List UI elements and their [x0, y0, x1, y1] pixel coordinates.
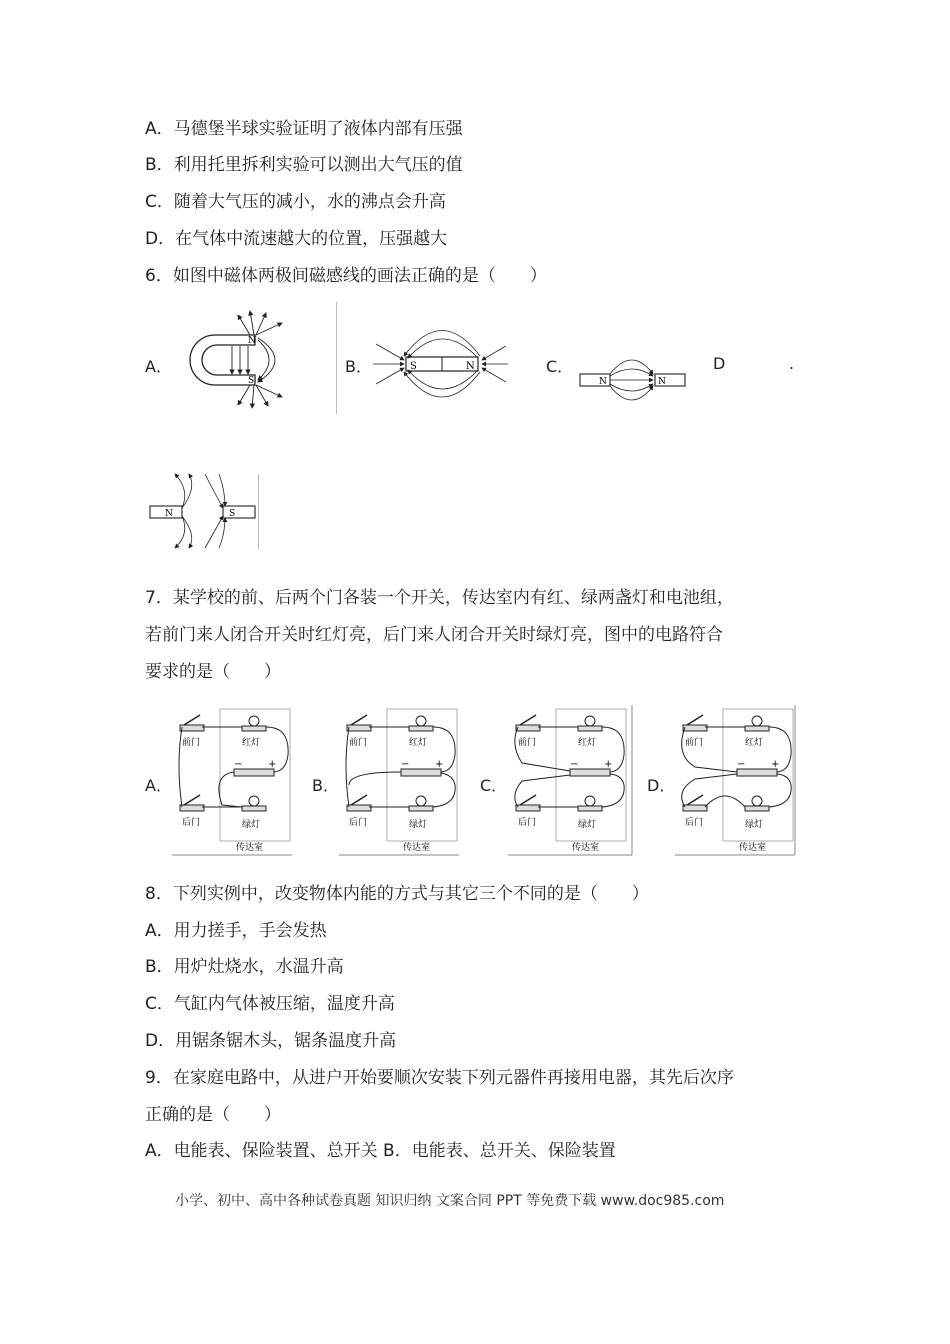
q7-stem-line-2: 若前门来人闭合开关时红灯亮，后门来人闭合开关时绿灯亮，图中的电路符合 [145, 625, 723, 645]
pole-s: S [229, 509, 236, 519]
battery-minus: − [234, 759, 243, 770]
footer-text: 小学、初中、高中各种试卷真题 知识归纳 文案合同 PPT 等免费下载 www.doc985.com [175, 1193, 725, 1209]
battery-minus: − [570, 759, 579, 770]
red-lamp-label: 红灯 [242, 738, 261, 748]
room-label: 传达室 [236, 843, 264, 853]
q6-figure-b [368, 310, 513, 410]
red-lamp-label: 红灯 [578, 738, 597, 748]
green-lamp-label: 绿灯 [242, 820, 261, 830]
room-label: 传达室 [403, 843, 431, 853]
battery-plus: + [268, 759, 277, 770]
q7-circuit-a [172, 705, 294, 857]
pole-n: N [599, 377, 607, 387]
q7-stem-line-1: 7．某学校的前、后两个门各装一个开关，传达室内有红、绿两盏灯和电池组， [145, 588, 734, 608]
q7-label-c: C． [480, 776, 508, 795]
q6-label-b: B． [345, 357, 372, 376]
back-door-label: 后门 [349, 818, 368, 828]
q8-option-b: B．用炉灶烧水，水温升高 [145, 957, 344, 977]
room-label: 传达室 [572, 843, 600, 853]
pole-s: S [248, 376, 255, 386]
pole-s: S [410, 361, 417, 372]
q6-stem: 6．如图中磁体两极间磁感线的画法正确的是（ ） [145, 266, 547, 286]
battery-minus: − [737, 759, 746, 770]
front-door-label: 前门 [685, 738, 704, 748]
q5-option-d: D．在气体中流速越大的位置，压强越大 [145, 229, 448, 249]
red-lamp-label: 红灯 [745, 738, 764, 748]
back-door-label: 后门 [182, 818, 201, 828]
q8-option-d: D．用锯条锯木头，锯条温度升高 [145, 1031, 397, 1051]
q6-label-d: D [713, 354, 726, 373]
pole-n: N [165, 509, 173, 519]
q7-stem-line-3: 要求的是（ ） [145, 662, 281, 682]
front-door-label: 前门 [518, 738, 537, 748]
q6-label-c: C． [546, 357, 574, 376]
battery-plus: + [435, 759, 444, 770]
room-label: 传达室 [739, 843, 767, 853]
battery-plus: + [771, 759, 780, 770]
front-door-label: 前门 [182, 738, 201, 748]
battery-minus: − [401, 759, 410, 770]
q8-stem: 8．下列实例中，改变物体内能的方式与其它三个不同的是（ ） [145, 884, 649, 904]
divider [258, 474, 259, 549]
q9-stem-line-1: 9．在家庭电路中，从进户开始要顺次安装下列元器件再接用电器，其先后次序 [145, 1068, 734, 1088]
q7-label-a: A． [145, 776, 172, 795]
q5-option-b: B．利用托里拆利实验可以测出大气压的值 [145, 155, 463, 175]
green-lamp-label: 绿灯 [745, 820, 764, 830]
q6-figure-d [145, 470, 260, 552]
q6-label-d-dot: . [789, 354, 795, 373]
pole-n: N [248, 336, 256, 346]
red-lamp-label: 红灯 [409, 738, 428, 748]
q8-option-c: C．气缸内气体被压缩，温度升高 [145, 994, 395, 1014]
pole-n: N [658, 377, 666, 387]
q6-figure-c [575, 340, 690, 420]
q7-label-b: B． [312, 776, 339, 795]
q7-circuit-b [339, 705, 461, 857]
front-door-label: 前门 [349, 738, 368, 748]
q7-circuit-c [508, 705, 634, 857]
q5-option-c: C．随着大气压的减小，水的沸点会升高 [145, 192, 446, 212]
q9-options-ab: A．电能表、保险装置、总开关 B．电能表、总开关、保险装置 [145, 1141, 616, 1161]
green-lamp-label: 绿灯 [578, 820, 597, 830]
q9-stem-line-2: 正确的是（ ） [145, 1105, 281, 1125]
q8-option-a: A．用力搓手，手会发热 [145, 921, 327, 941]
divider [336, 302, 337, 414]
q7-circuit-d [675, 705, 799, 857]
q5-option-a: A．马德堡半球实验证明了液体内部有压强 [145, 119, 463, 139]
q6-label-a: A． [145, 357, 172, 376]
back-door-label: 后门 [518, 818, 537, 828]
battery-plus: + [604, 759, 613, 770]
q7-label-d: D． [647, 776, 676, 795]
back-door-label: 后门 [685, 818, 704, 828]
pole-n: N [466, 361, 475, 372]
green-lamp-label: 绿灯 [409, 820, 428, 830]
q6-figure-a [170, 305, 300, 410]
